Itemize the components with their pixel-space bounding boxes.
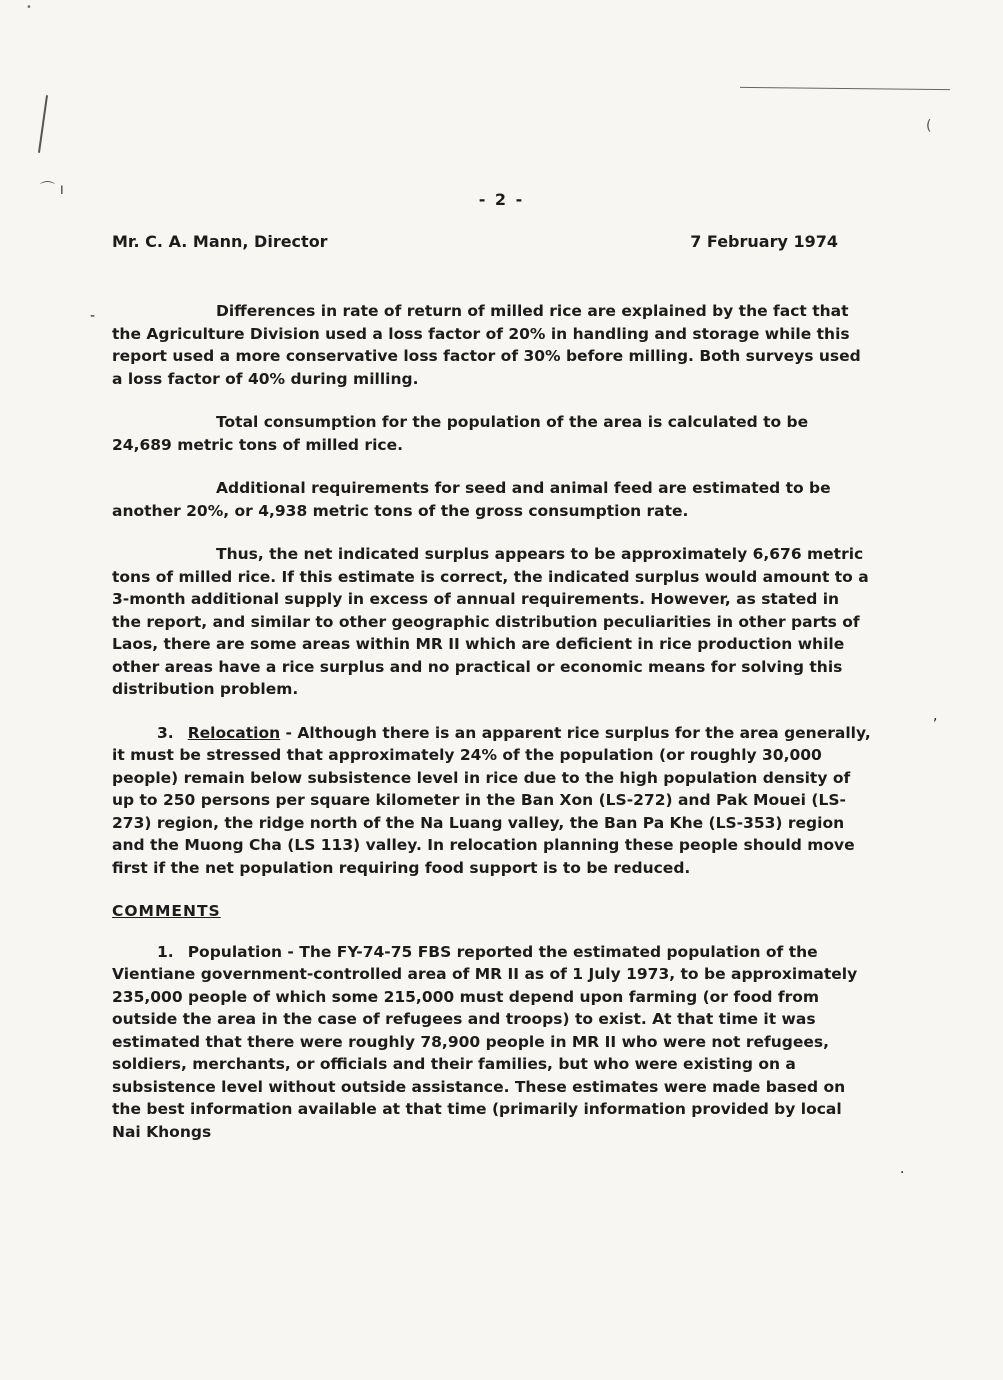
relocation-number: 3. <box>157 723 174 742</box>
paragraph-additional-requirements: Additional requirements for seed and animal feed are estimated to be another 20%, or 4,938 metric tons of the gross consumption rate. <box>112 479 831 520</box>
margin-dash-mark: - <box>90 308 96 324</box>
letter-date: 7 February 1974 <box>690 232 838 251</box>
paragraph-total-consumption: Total consumption for the population of the area is calculated to be 24,689 metric tons of milled rice. <box>112 413 809 454</box>
population-number: 1. <box>157 942 174 961</box>
population-separator: - <box>282 942 300 961</box>
population-heading: Population <box>187 942 283 961</box>
relocation-heading: Relocation <box>187 723 281 742</box>
comments-heading: COMMENTS <box>112 902 221 920</box>
scan-top-rule <box>740 87 950 90</box>
paragraph-population <box>112 941 872 1144</box>
margin-dot-mark: · <box>900 1165 905 1181</box>
paragraph-net-surplus: Thus, the net indicated surplus appears to be approximately 6,676 metric tons of milled rice. If this estimate is correct, the indicated surplus would amount to a 3-month additional supply in excess of annual requirements. However, as stated in the report, and similar to other geographic distribution peculiarities in other parts of Laos, there are some areas within MR II which are deficient in rice production while other areas have a rice surplus and no practical or economic means for solving this distribution problem. <box>112 545 869 698</box>
letter-header <box>112 232 838 256</box>
relocation-separator: - <box>280 723 298 742</box>
page-number: - 2 - <box>478 190 525 209</box>
letter-body <box>112 300 872 1164</box>
paragraph-relocation <box>112 722 872 880</box>
handwritten-corner-mark: ⌒ ı <box>40 180 64 198</box>
scan-edge-mark <box>38 95 48 153</box>
relocation-text: Although there is an apparent rice surplus for the area generally, it must be stressed that approximately 24% of the population (or roughly 30,000 people) remain below subsistence level in rice due to the high population density of up to 250 persons per square kilometer in the Ban Xon (LS-272) and Pak Mouei (LS-273) region, the ridge north of the Na Luang valley, the Ban Pa Khe (LS-353) region and the Muong Cha (LS 113) valley. In relocation planning these people should move first if the net population requiring food support is to be reduced. <box>112 723 871 877</box>
scan-speck: • <box>26 2 32 13</box>
margin-tick-mark: , <box>933 708 938 724</box>
addressee: Mr. C. A. Mann, Director <box>112 232 328 251</box>
population-text: The FY-74-75 FBS reported the estimated population of the Vientiane government-controlled area of MR II as of 1 July 1973, to be approximately 235,000 people of which some 215,000 must depend upon farming (or food from outside the area in the case of refugees and troops) to exist. At that time it was estimated that there were roughly 78,900 people in MR II who were not refugees, soldiers, merchants, or officials and their families, but who were existing on a subsistence level without outside assistance. These estimates were made based on the best information available at that time (primarily information provided by local Nai Khongs <box>112 942 858 1141</box>
scan-side-tick: ( <box>926 118 932 134</box>
paragraph-loss-factors: Differences in rate of return of milled rice are explained by the fact that the Agriculture Division used a loss factor of 20% in handling and storage while this report used a more conservative loss factor of 30% before milling. Both surveys used a loss factor of 40% during milling. <box>112 302 861 388</box>
